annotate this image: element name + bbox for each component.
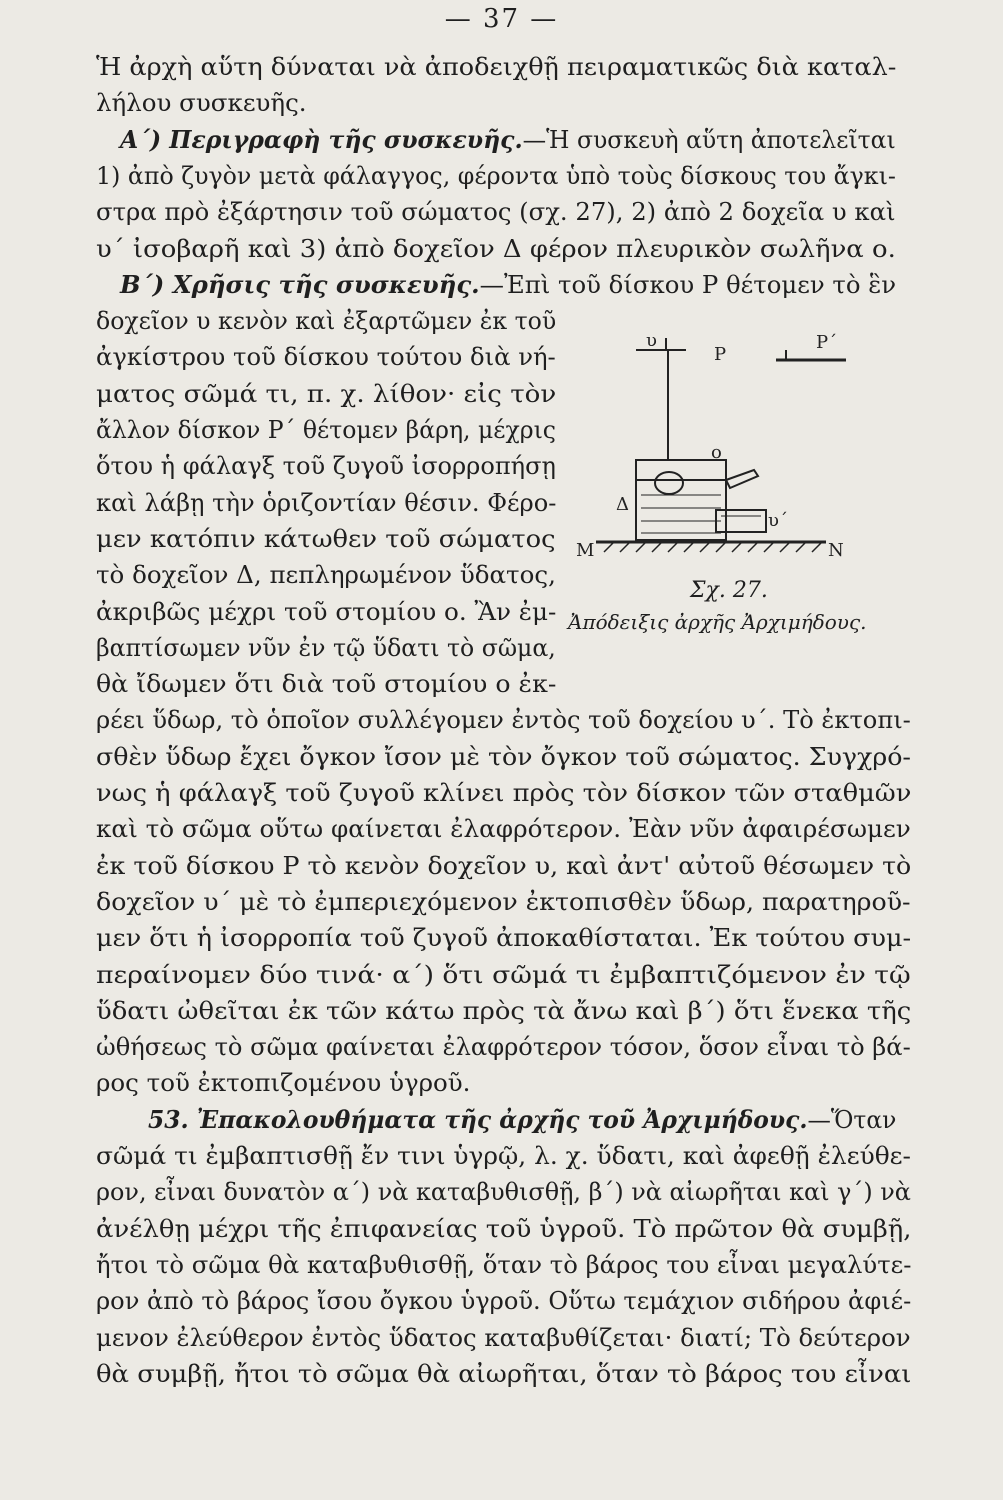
text-line: καὶ λάβῃ τὴν ὁριζοντίαν θέσιν. Φέρο- [96, 487, 557, 517]
text-line: στρα πρὸ ἐξάρτησιν τοῦ σώματος (σχ. 27), 2) ἀπὸ 2 δοχεῖα υ καὶ [96, 197, 896, 227]
section-heading: 53. Ἐπακολουθήματα τῆς ἀρχῆς τοῦ Ἀρχιμήδους. [148, 1104, 808, 1134]
text-line: ρον, εἶναι δυνατὸν α΄) νὰ καταβυθισθῇ, β΄) νὰ αἰωρῆται καὶ γ΄) νὰ [96, 1177, 911, 1207]
text-line: σῶμά τι ἐμβαπτισθῇ ἔν τινι ὑγρῷ, λ. χ. ὕδατι, καὶ ἀφεθῇ ἐλεύθε- [96, 1141, 911, 1170]
text-line: θὰ συμβῇ, ἤτοι τὸ σῶμα θὰ αἰωρῆται, ὅταν τὸ βάρος του εἶναι [96, 1358, 912, 1388]
label-u2: υ΄ [768, 510, 788, 531]
page-number: — 37 — [444, 4, 559, 34]
text-line: περαίνομεν δύο τινά· α΄) ὅτι σῶμά τι ἐμβαπτιζόμενον ἐν τῷ [96, 959, 911, 989]
text-line: ὕδατι ὠθεῖται ἐκ τῶν κάτω πρὸς τὰ ἄνω καὶ β΄) ὅτι ἕνεκα τῆς [96, 995, 912, 1025]
text-line: ἐκ τοῦ δίσκου Ρ τὸ κενὸν δοχεῖον υ, καὶ ἀντ' αὐτοῦ θέσωμεν τὸ [96, 850, 912, 880]
figure-caption-title: Ἀπόδειξις ἀρχῆς Ἀρχιμήδους. [568, 610, 867, 634]
text-line: Β΄) Χρῆσις τῆς συσκευῆς.—Ἐπὶ τοῦ δίσκου Ρ θέτομεν τὸ ἓν [120, 269, 897, 299]
text-line: ματος σῶμά τι, π. χ. λίθον· εἰς τὸν [96, 378, 557, 408]
text-line: ὅτου ἡ φάλαγξ τοῦ ζυγοῦ ἰσορροπήσῃ [96, 451, 556, 481]
text-line: ρον ἀπὸ τὸ βάρος ἴσου ὄγκου ὑγροῦ. Οὕτω τεμάχιον σιδήρου ἀφιέ- [96, 1286, 912, 1316]
text-line: μεν κατόπιν κάτωθεν τοῦ σώματος [96, 523, 556, 553]
section-heading: Α΄) Περιγραφὴ τῆς συσκευῆς. [120, 124, 523, 154]
text-line: νως ἡ φάλαγξ τοῦ ζυγοῦ κλίνει πρὸς τὸν δίσκον τῶν σταθμῶν [96, 778, 912, 807]
text-line: ἀγκίστρου τοῦ δίσκου τούτου διὰ νή- [96, 342, 556, 372]
stone-body [655, 472, 683, 494]
label-m: Μ [576, 540, 595, 561]
text-line: δοχεῖον υ κενὸν καὶ ἐξαρτῶμεν ἐκ τοῦ [96, 306, 557, 336]
text-line: ρέει ὕδωρ, τὸ ὁποῖον συλλέγομεν ἐντὸς τοῦ δοχείου υ΄. Τὸ ἐκτοπι- [96, 705, 911, 735]
label-d: Δ [616, 494, 629, 515]
text-line: βαπτίσωμεν νῦν ἐν τῷ ὕδατι τὸ σῶμα, [96, 632, 556, 662]
label-p: Ρ [714, 344, 727, 365]
text-line: Ἡ ἀρχὴ αὕτη δύναται νὰ ἀποδειχθῇ πειραματικῶς διὰ καταλ- [96, 52, 897, 81]
text-line: ἤτοι τὸ σῶμα θὰ καταβυθισθῇ, ὅταν τὸ βάρος του εἶναι μεγαλύτε- [96, 1249, 912, 1279]
text-line: δοχεῖον υ΄ μὲ τὸ ἐμπεριεχόμενον ἐκτοπισθὲν ὕδωρ, παρατηροῦ- [96, 886, 911, 916]
text-line: μενον ἐλεύθερον ἐντὸς ὕδατος καταβυθίζεται· διατί; Τὸ δεύτερον [96, 1322, 911, 1352]
text-line: ἀκριβῶς μέχρι τοῦ στομίου ο. Ἂν ἐμ- [96, 596, 557, 626]
label-n: Ν [828, 540, 844, 561]
container-d [636, 460, 726, 540]
text-line: τὸ δοχεῖον Δ, πεπληρωμένον ὕδατος, [96, 560, 556, 590]
spout-o [726, 470, 758, 488]
label-o: ο [711, 442, 722, 463]
text-line: μεν ὅτι ἡ ἰσορροπία τοῦ ζυγοῦ ἀποκαθίσταται. Ἐκ τούτου συμ- [96, 923, 912, 953]
text-line: υ΄ ἰσοβαρῆ καὶ 3) ἀπὸ δοχεῖον Δ φέρον πλευρικὸν σωλῆνα ο. [96, 233, 896, 263]
section-heading: Β΄) Χρῆσις τῆς συσκευῆς. [120, 269, 480, 299]
container-u2 [716, 510, 766, 532]
label-u: υ [646, 330, 657, 351]
text-line: 53. Ἐπακολουθήματα τῆς ἀρχῆς τοῦ Ἀρχιμήδους.—Ὅταν [148, 1104, 897, 1134]
text-line: ὠθήσεως τὸ σῶμα φαίνεται ἐλαφρότερον τόσον, ὅσον εἶναι τὸ βά- [96, 1032, 911, 1062]
figure-caption-number: Σχ. 27. [690, 578, 768, 603]
label-p2: Ρ΄ [816, 332, 838, 353]
text-line: ἄλλον δίσκον Ρ΄ θέτομεν βάρη, μέχρις [96, 415, 556, 444]
text-line: λήλου συσκευῆς. [96, 88, 307, 118]
text-line: ρος τοῦ ἐκτοπιζομένου ὑγροῦ. [96, 1068, 471, 1098]
text-line: σθὲν ὕδωρ ἔχει ὄγκον ἴσον μὲ τὸν ὄγκον τοῦ σώματος. Συγχρό- [96, 741, 911, 771]
text-line: 1) ἀπὸ ζυγὸν μετὰ φάλαγγος, φέροντα ὑπὸ τοὺς δίσκους του ἄγκι- [96, 160, 896, 190]
text-line: ἀνέλθῃ μέχρι τῆς ἐπιφανείας τοῦ ὑγροῦ. Τὸ πρῶτον θὰ συμβῇ, [96, 1213, 912, 1243]
text-line: Α΄) Περιγραφὴ τῆς συσκευῆς.—Ἡ συσκευὴ αὕτη ἀποτελεῖται [120, 124, 896, 154]
text-line: καὶ τὸ σῶμα οὕτω φαίνεται ἐλαφρότερον. Ἐὰν νῦν ἀφαιρέσωμεν [96, 814, 911, 844]
text-line: θὰ ἴδωμεν ὅτι διὰ τοῦ στομίου ο ἐκ- [96, 669, 557, 699]
